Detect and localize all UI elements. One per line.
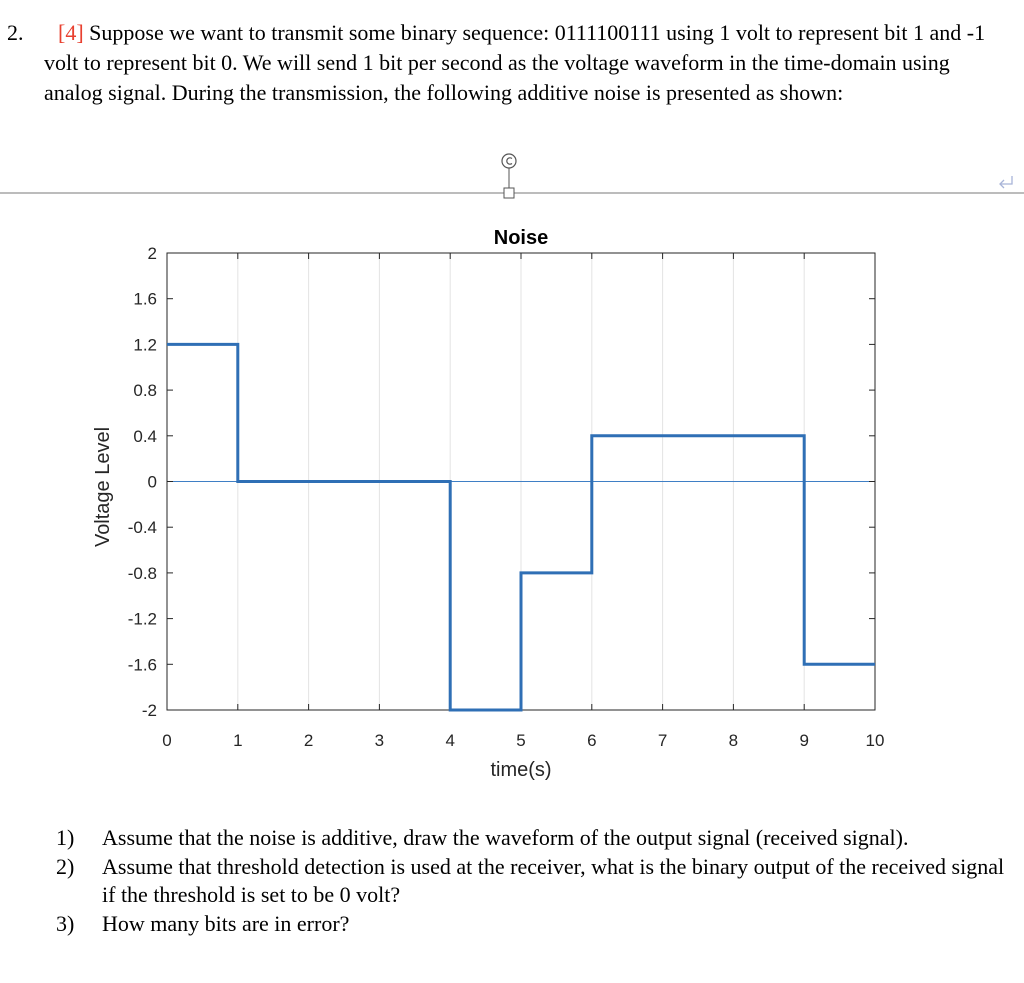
x-tick-label: 8 xyxy=(728,731,739,750)
y-tick-label: 0 xyxy=(147,472,157,492)
question-text: Assume that threshold detection is used at the receiver, what is the binary output of the received signal if the threshold is set to be 0 volt? xyxy=(102,854,1005,907)
x-tick-label: 9 xyxy=(799,731,809,750)
noise-chart xyxy=(0,215,1024,795)
y-tick-label: 0.4 xyxy=(133,426,157,446)
question-text: How many bits are in error? xyxy=(102,911,350,936)
question-item-1 xyxy=(0,824,1010,852)
y-tick-label: -1.2 xyxy=(127,609,157,629)
problem-number: 2. xyxy=(7,20,24,45)
y-tick-label: 1.6 xyxy=(133,289,157,309)
x-tick-label: 7 xyxy=(657,731,668,750)
question-item-3 xyxy=(0,910,1010,938)
question-list xyxy=(0,824,1010,939)
x-tick-label: 5 xyxy=(516,731,526,750)
chart-title: Noise xyxy=(493,227,549,249)
y-tick-label: -0.4 xyxy=(127,518,157,538)
x-tick-label: 2 xyxy=(303,731,314,750)
y-tick-label: 1.2 xyxy=(133,335,157,355)
problem-text: Suppose we want to transmit some binary sequence: 0111100111 using 1 volt to represent bit 1 and -1 volt to represent bit 0. We will send 1 bit per second as the voltage waveform in the time-domain using analog signal. During the transmission, the following additive noise is presented as shown: xyxy=(44,20,986,105)
problem-statement xyxy=(0,18,1010,108)
question-number: 1) xyxy=(56,825,75,850)
y-tick-label: 2 xyxy=(147,244,157,263)
question-number: 3) xyxy=(56,911,75,936)
x-tick-label: 0 xyxy=(162,731,172,750)
y-tick-label: -0.8 xyxy=(127,563,157,583)
problem-text-block xyxy=(44,18,1004,108)
x-tick-label: 10 xyxy=(865,731,885,750)
x-tick-label: 3 xyxy=(374,731,385,750)
question-text: Assume that the noise is additive, draw the waveform of the output signal (received signal). xyxy=(102,825,909,850)
anchor-icon[interactable] xyxy=(502,154,516,198)
x-axis-label: time(s) xyxy=(490,759,552,781)
x-tick-label: 1 xyxy=(233,731,243,750)
y-axis-label: Voltage Level xyxy=(92,426,114,548)
x-tick-label: 6 xyxy=(587,731,597,750)
paragraph-return-icon xyxy=(1000,176,1012,188)
x-tick-label: 4 xyxy=(445,731,455,750)
question-number: 2) xyxy=(56,854,75,879)
y-tick-label: 0.8 xyxy=(133,381,157,401)
problem-points: [4] xyxy=(58,20,84,45)
y-tick-label: -2 xyxy=(141,701,157,720)
y-tick-label: -1.6 xyxy=(127,655,157,675)
question-item-2 xyxy=(0,853,1010,909)
